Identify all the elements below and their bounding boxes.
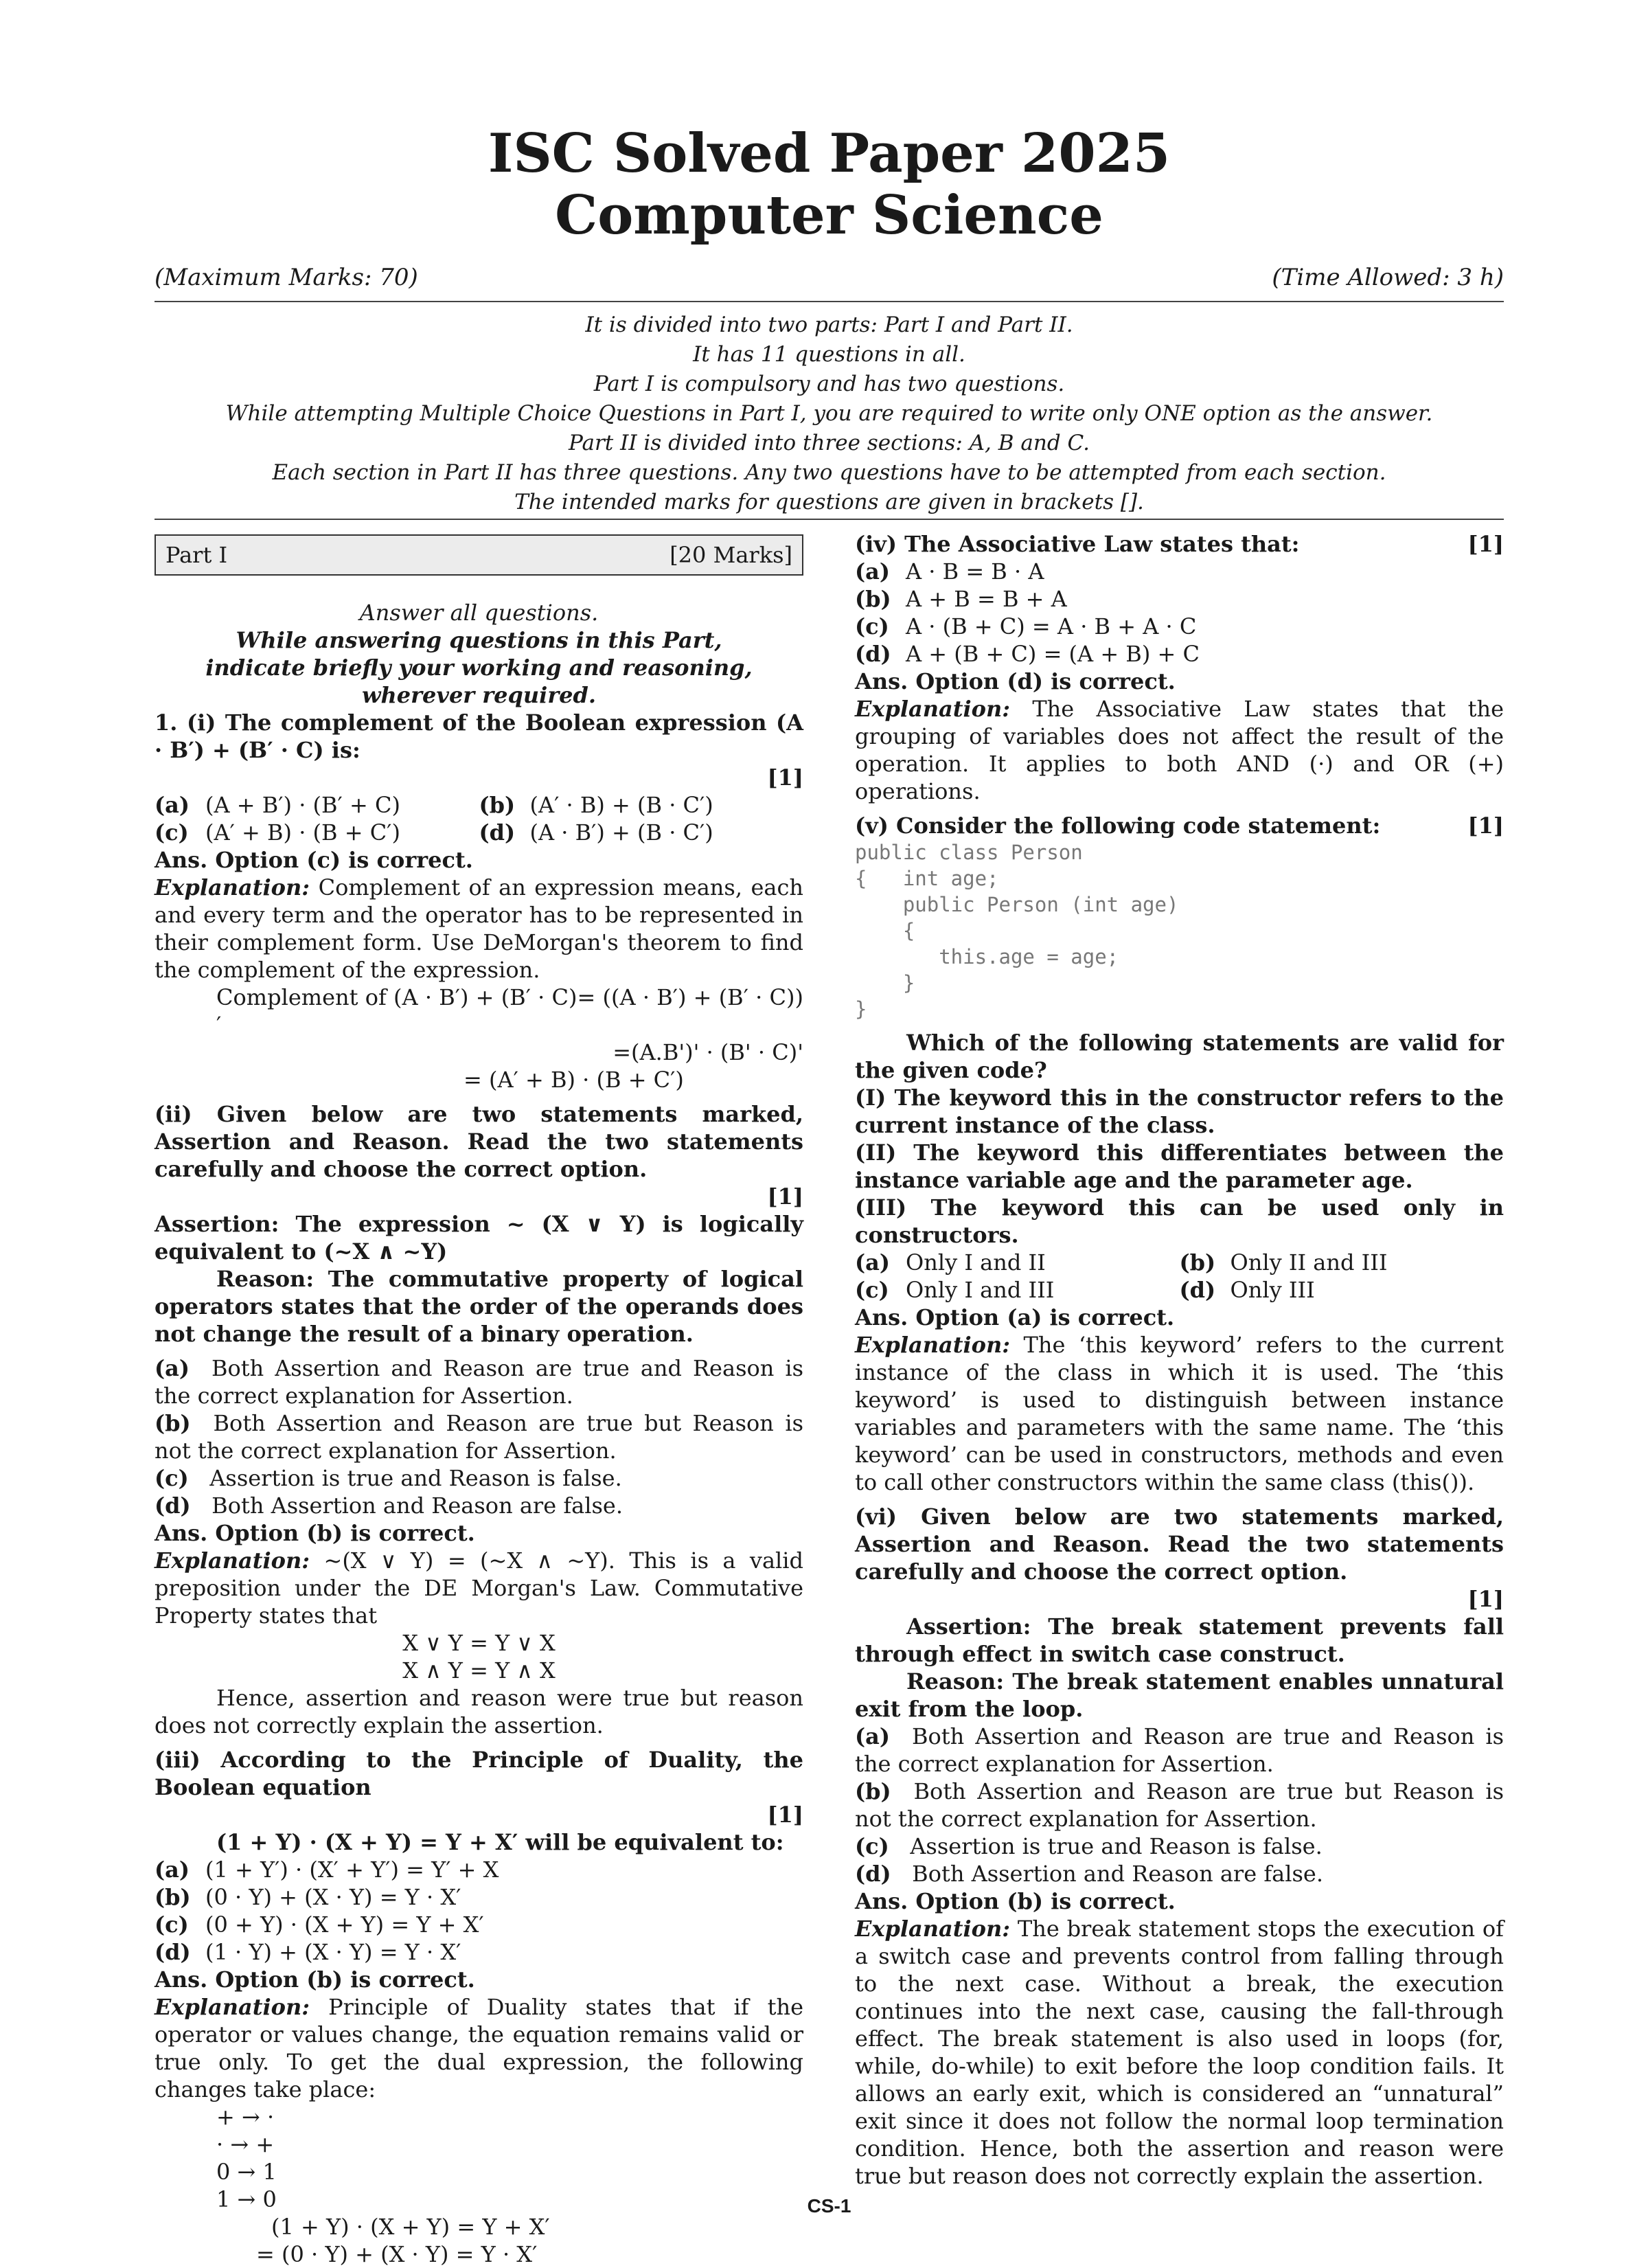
q1ii-option-a: (a) Both Assertion and Reason are true and Reason is the correct explanation for Assertion. bbox=[154, 1355, 804, 1409]
q1vi-option-a: (a) Both Assertion and Reason are true and Reason is the correct explanation for Assertion. bbox=[855, 1723, 1504, 1777]
q1i-marks: [1] bbox=[767, 764, 803, 791]
q1iii-option-b: (b) (0 · Y) + (X · Y) = Y · X′ bbox=[154, 1884, 461, 1910]
max-marks: (Maximum Marks: 70) bbox=[154, 264, 418, 291]
q1iv-option-b: (b) A + B = B + A bbox=[855, 586, 1067, 612]
q1ii-explanation: Explanation: ~(X ∨ Y) = (~X ∧ ~Y). This is a valid preposition under the DE Morgan's Law. Commutative Property states that bbox=[154, 1547, 804, 1629]
q1iii-option-a: (a) (1 + Y′) · (X′ + Y′) = Y′ + X bbox=[154, 1857, 499, 1883]
q1i-answer: Ans. Option (c) is correct. bbox=[154, 847, 473, 873]
q1v-statement-1: (I) The keyword this in the constructor refers to the current instance of the class. bbox=[855, 1085, 1504, 1138]
q1i-options-ab: (a) (A + B′) · (B′ + C) (b) (A′ · B) + (B · C′) bbox=[154, 792, 713, 818]
part-label: Part I bbox=[165, 542, 228, 568]
q1ii-option-c: (c) Assertion is true and Reason is false. bbox=[154, 1465, 622, 1491]
q1i-explanation: Explanation: Complement of an expression means, each and every term and the operator has to be represented in their complement form. Use DeMorgan's theorem to find the complement of the expression. bbox=[154, 874, 804, 983]
instruction-line: While attempting Multiple Choice Questions in Part I, you are required to write only ONE option as the answer. bbox=[225, 401, 1433, 426]
option-a: (A + B′) · (B′ + C) bbox=[205, 792, 400, 818]
q1vi-reason: Reason: The break statement enables unnatural exit from the loop. bbox=[855, 1668, 1504, 1722]
q1vi-assertion: Assertion: The break statement prevents fall through effect in switch case construct. bbox=[855, 1613, 1504, 1667]
bottom-rule bbox=[154, 519, 1504, 520]
option-b: (A′ · B) + (B · C′) bbox=[529, 792, 713, 818]
q1iii-answer: Ans. Option (b) is correct. bbox=[154, 1966, 475, 1993]
answer-note: While answering questions in this Part, indicate briefly your working and reasoning, wherever required. bbox=[205, 627, 753, 708]
page-number: CS-1 bbox=[807, 2195, 851, 2216]
q1ii-option-d: (d) Both Assertion and Reason are false. bbox=[154, 1493, 623, 1519]
q1ii-eq-1: X ∨ Y = Y ∨ X bbox=[402, 1630, 556, 1656]
q1v-options-cd: (c) Only I and III (d) Only III bbox=[855, 1277, 1315, 1303]
left-column bbox=[154, 529, 803, 2268]
instruction-line: It is divided into two parts: Part I and Part II. bbox=[585, 313, 1073, 337]
instruction-line: Part I is compulsory and has two questions. bbox=[593, 372, 1065, 396]
q1v-explanation: Explanation: The ‘this keyword’ refers to the current instance of the class in which it is used. The ‘this keyword’ is used to distinguish between instance variables and parameters with the same name. The ‘this keyword’ can be used in constructors, methods and even to call other constructors within the same class (this()). bbox=[855, 1332, 1504, 1495]
option-d: (A · B′) + (B · C′) bbox=[529, 819, 713, 846]
q1vi-head: (vi) Given below are two statements marked, Assertion and Reason. Read the two statements carefully and choose the correct option. bbox=[855, 1504, 1504, 1585]
q1ii-assertion: Assertion: The expression ~ (X ∨ Y) is logically equivalent to (~X ∧ ~Y) bbox=[154, 1211, 803, 1265]
q1iv-answer: Ans. Option (d) is correct. bbox=[855, 668, 1176, 694]
q1iv-option-a: (a) A · B = B · A bbox=[855, 558, 1044, 585]
page bbox=[154, 0, 1504, 2267]
q1vi-option-b: (b) Both Assertion and Reason are true but Reason is not the correct explanation for Assertion. bbox=[855, 1778, 1504, 1832]
q1v-statement-3: (III) The keyword this can be used only in constructors. bbox=[855, 1194, 1504, 1248]
q1ii-head: (ii) Given below are two statements marked, Assertion and Reason. Read the two statements carefully and choose the correct option. bbox=[154, 1101, 803, 1182]
top-rule bbox=[154, 301, 1504, 302]
instruction-line: The intended marks for questions are given in brackets []. bbox=[514, 490, 1144, 514]
q1iii-head: (iii) According to the Principle of Duality, the Boolean equation bbox=[154, 1747, 803, 1800]
q1ii-conclusion: Hence, assertion and reason were true but reason does not correctly explain the assertion. bbox=[154, 1685, 803, 1738]
right-column bbox=[855, 530, 1504, 2190]
instruction-line: Each section in Part II has three questions. Any two questions have to be attempted from each section. bbox=[272, 460, 1386, 485]
q1i-head: 1. (i) The complement of the Boolean expression (A · B′) + (B′ · C) is: bbox=[154, 710, 803, 763]
q1iii-explanation: Explanation: Principle of Duality states that if the operator or values change, the equation remains valid or true only. To get the dual expression, the following changes take place: bbox=[154, 1994, 804, 2102]
q1vi-marks: [1] bbox=[1467, 1586, 1504, 1612]
instructions bbox=[154, 310, 1504, 517]
q1v-question: Which of the following statements are valid for the given code? bbox=[855, 1030, 1504, 1083]
q1iii-rule-4: 1 → 0 bbox=[216, 2186, 277, 2212]
q1vi-option-d: (d) Both Assertion and Reason are false. bbox=[855, 1861, 1324, 1887]
q1iii-marks: [1] bbox=[767, 1802, 803, 1828]
q1v-answer: Ans. Option (a) is correct. bbox=[855, 1304, 1175, 1330]
q1iv-head: (iv) The Associative Law states that: [1] bbox=[855, 531, 1504, 557]
answer-all: Answer all questions. bbox=[359, 600, 599, 626]
q1i-work-2: =(A.B')' · (B' · C)' bbox=[613, 1039, 803, 1065]
paper-title: ISC Solved Paper 2025 bbox=[488, 122, 1171, 185]
q1iii-eq: (1 + Y) · (X + Y) = Y + X′ will be equivalent to: bbox=[216, 1829, 784, 1855]
part-box bbox=[154, 534, 803, 576]
q1i-options-cd: (c) (A′ + B) · (B + C′) (d) (A · B′) + (B · C′) bbox=[154, 819, 713, 846]
q1iii-option-d: (d) (1 · Y) + (X · Y) = Y · X′ bbox=[154, 1939, 461, 1965]
q1ii-reason: Reason: The commutative property of logical operators states that the order of the operands does not change the result of a binary operation. bbox=[154, 1266, 803, 1347]
q1iii-option-c: (c) (0 + Y) · (X + Y) = Y + X′ bbox=[154, 1912, 484, 1938]
q1iii-dual-2: = (0 · Y) + (X · Y) = Y · X′ bbox=[256, 2241, 538, 2267]
q1ii-answer: Ans. Option (b) is correct. bbox=[154, 1520, 475, 1546]
q1iii-dual-1: (1 + Y) · (X + Y) = Y + X′ bbox=[271, 2214, 550, 2240]
instruction-line: It has 11 questions in all. bbox=[693, 342, 965, 367]
q1vi-answer: Ans. Option (b) is correct. bbox=[855, 1888, 1176, 1914]
code-block: public class Person { int age; public Person (int age) { this.age = age; } } bbox=[855, 841, 1179, 1021]
q1iii-rule-2: · → + bbox=[216, 2131, 275, 2157]
q1iii-rule-1: + → · bbox=[216, 2104, 275, 2130]
q1i-work-1: Complement of (A · B′) + (B′ · C)= ((A · B′) + (B′ · C))′ bbox=[216, 984, 803, 1038]
q1iv-option-c: (c) A · (B + C) = A · B + A · C bbox=[855, 613, 1197, 639]
q1v-head: (v) Consider the following code statement: [1] bbox=[855, 813, 1504, 839]
q1iv-option-d: (d) A + (B + C) = (A + B) + C bbox=[855, 641, 1200, 667]
q1v-statement-2: (II) The keyword this differentiates between the instance variable age and the parameter age. bbox=[855, 1139, 1504, 1193]
instruction-line: Part II is divided into three sections: A, B and C. bbox=[569, 431, 1090, 455]
q1ii-option-b: (b) Both Assertion and Reason are true but Reason is not the correct explanation for Assertion. bbox=[154, 1410, 804, 1464]
q1ii-marks: [1] bbox=[767, 1183, 803, 1210]
time-allowed: (Time Allowed: 3 h) bbox=[1272, 264, 1504, 291]
q1iv-explanation: Explanation: The Associative Law states that the grouping of variables does not affect the result of the operation. It applies to both AND (·) and OR (+) operations. bbox=[855, 696, 1504, 804]
part-marks: [20 Marks] bbox=[670, 542, 792, 568]
q1vi-explanation: Explanation: The break statement stops the execution of a switch case and prevents control from falling through to the next case. Without a break, the execution continues into the next case, causing the fall-through effect. The break statement is also used in loops (for, while, do-while) to exit before the loop condition fails. It allows an early exit, which is considered an “unnatural” exit since it does not follow the normal loop termination condition. Hence, both the assertion and reason were true but reason does not correctly explain the assertion. bbox=[855, 1916, 1504, 2189]
q1v-options-ab: (a) Only I and II (b) Only II and III bbox=[855, 1249, 1388, 1275]
q1ii-eq-2: X ∧ Y = Y ∧ X bbox=[402, 1657, 556, 1683]
option-c: (A′ + B) · (B + C′) bbox=[205, 819, 400, 846]
q1vi-option-c: (c) Assertion is true and Reason is false. bbox=[855, 1833, 1323, 1859]
q1i-work-3: = (A′ + B) · (B + C′) bbox=[464, 1067, 684, 1093]
q1iii-rule-3: 0 → 1 bbox=[216, 2159, 277, 2185]
subject-title: Computer Science bbox=[555, 184, 1103, 247]
